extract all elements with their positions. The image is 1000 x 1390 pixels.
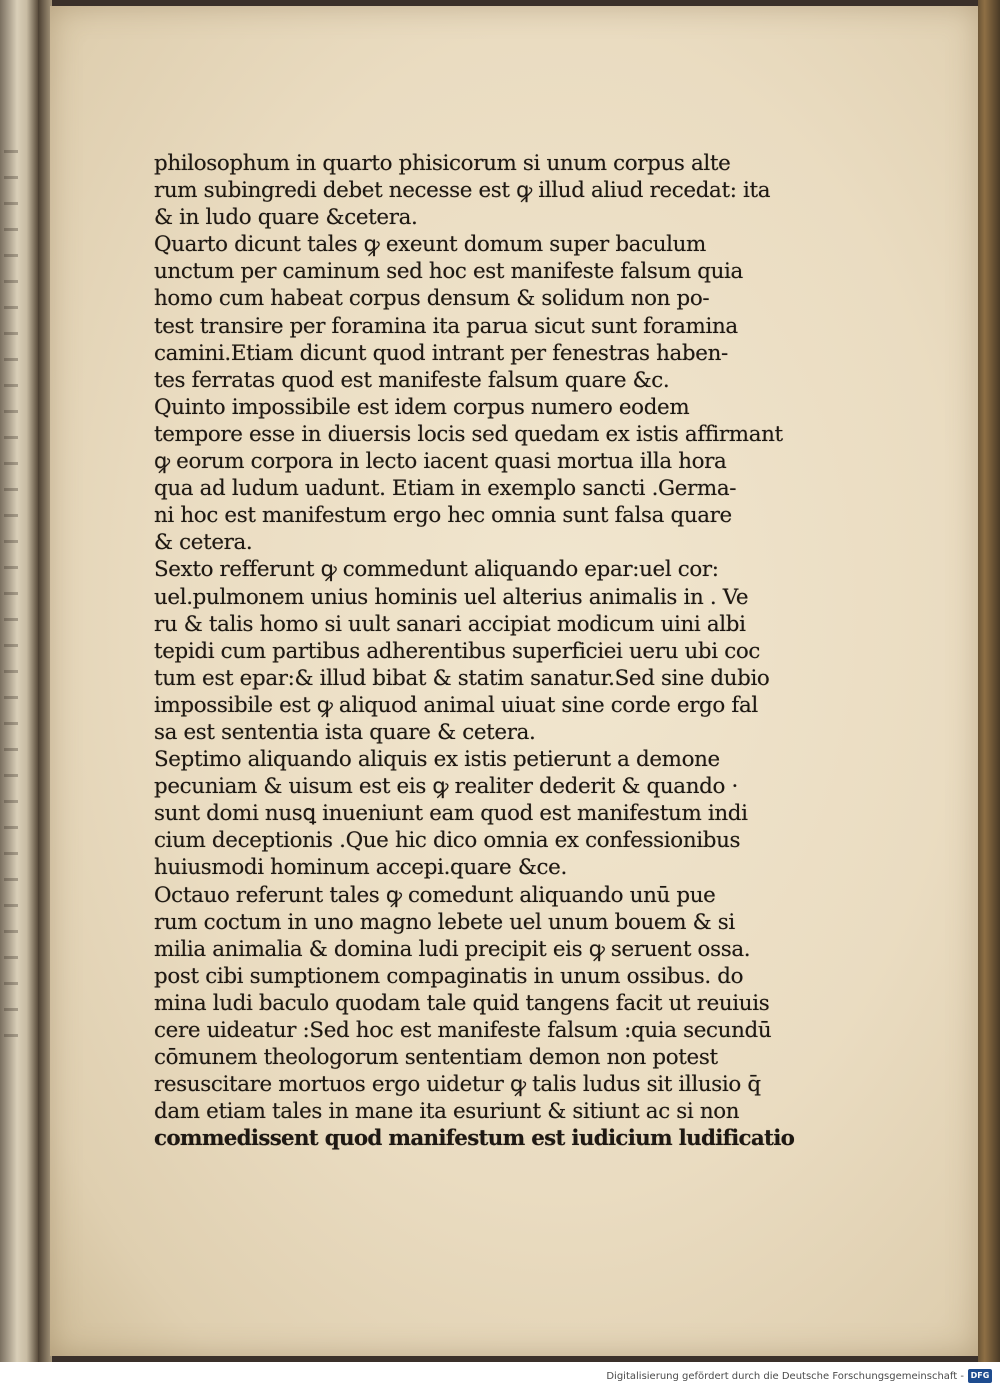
text-line: tempore esse in diuersis locis sed quedam ex istis affirmant [154, 421, 783, 447]
text-line: impossibile est ꝙ aliquod animal uiuat sine corde ergo fal [154, 692, 758, 718]
text-line: test transire per foramina ita parua sicut sunt foramina [154, 313, 738, 339]
text-line: sa est sententia ista quare & cetera. [154, 719, 536, 745]
text-line: camini.Etiam dicunt quod intrant per fenestras haben- [154, 340, 728, 366]
text-line: cium deceptionis .Que hic dico omnia ex confessionibus [154, 828, 741, 854]
text-line: Septimo aliquando aliquis ex istis petierunt a demone [154, 747, 720, 773]
text-line: tes ferratas quod est manifeste falsum quare &c. [154, 367, 670, 393]
text-line: rum coctum in uno magno lebete uel unum bouem & si [154, 909, 735, 935]
text-line: cōmunem theologorum sententiam demon non potest [154, 1045, 718, 1071]
facing-page-text-traces [4, 150, 18, 1050]
text-line: & cetera. [154, 530, 253, 556]
digitization-footer [0, 1362, 1000, 1390]
book-cover-edge [978, 0, 1000, 1362]
text-line: ni hoc est manifestum ergo hec omnia sunt falsa quare [154, 503, 732, 529]
text-line: Quinto impossibile est idem corpus numero eodem [154, 394, 690, 420]
facing-page-edge [0, 0, 38, 1362]
text-line: commedissent quod manifestum est iudicium ludificatio [154, 1126, 795, 1152]
text-line: rum subingredi debet necesse est ꝙ illud aliud recedat: ita [154, 178, 771, 204]
text-line: tepidi cum partibus adherentibus superficiei ueru ubi coc [154, 638, 760, 664]
dfg-logo: DFG [968, 1369, 992, 1383]
text-line: tum est epar:& illud bibat & statim sanatur.Sed sine dubio [154, 665, 770, 691]
text-line: qua ad ludum uadunt. Etiam in exemplo sancti .Germa- [154, 476, 737, 502]
text-line: pecuniam & uisum est eis ꝙ realiter dederit & quando · [154, 774, 738, 800]
text-line: mina ludi baculo quodam tale quid tangens facit ut reuiuis [154, 990, 770, 1016]
text-line: ꝙ eorum corpora in lecto iacent quasi mortua illa hora [154, 449, 727, 475]
text-line: Octauo referunt tales ꝙ comedunt aliquando unū pue [154, 882, 716, 908]
text-line: post cibi sumptionem compaginatis in unum ossibus. do [154, 963, 744, 989]
text-line: milia animalia & domina ludi precipit eis ꝙ seruent ossa. [154, 936, 751, 962]
text-line: homo cum habeat corpus densum & solidum non po- [154, 286, 710, 312]
text-line: huiusmodi hominum accepi.quare &ce. [154, 855, 567, 881]
printed-text-block [154, 150, 794, 1152]
footer-credit: Digitalisierung gefördert durch die Deutsche Forschungsgemeinschaft - [606, 1371, 964, 1382]
text-line: Sexto refferunt ꝙ commedunt aliquando epar:uel cor: [154, 557, 719, 583]
text-line: & in ludo quare &cetera. [154, 205, 418, 231]
text-line: resuscitare mortuos ergo uidetur ꝙ talis ludus sit illusio q̄ [154, 1072, 761, 1098]
text-line: dam etiam tales in mane ita esuriunt & sitiunt ac si non [154, 1099, 740, 1125]
text-line: Quarto dicunt tales ꝙ exeunt domum super baculum [154, 232, 706, 258]
text-line: unctum per caminum sed hoc est manifeste falsum quia [154, 259, 743, 285]
text-line: cere uideatur :Sed hoc est manifeste falsum :quia secundū [154, 1018, 772, 1043]
text-line: ru & talis homo si uult sanari accipiat modicum uini albi [154, 611, 746, 637]
text-line: philosophum in quarto phisicorum si unum corpus alte [154, 151, 731, 176]
text-line: uel.pulmonem unius hominis uel alterius animalis in . Ve [154, 584, 749, 610]
text-line: sunt domi nusꝗ inueniunt eam quod est manifestum indi [154, 801, 748, 827]
